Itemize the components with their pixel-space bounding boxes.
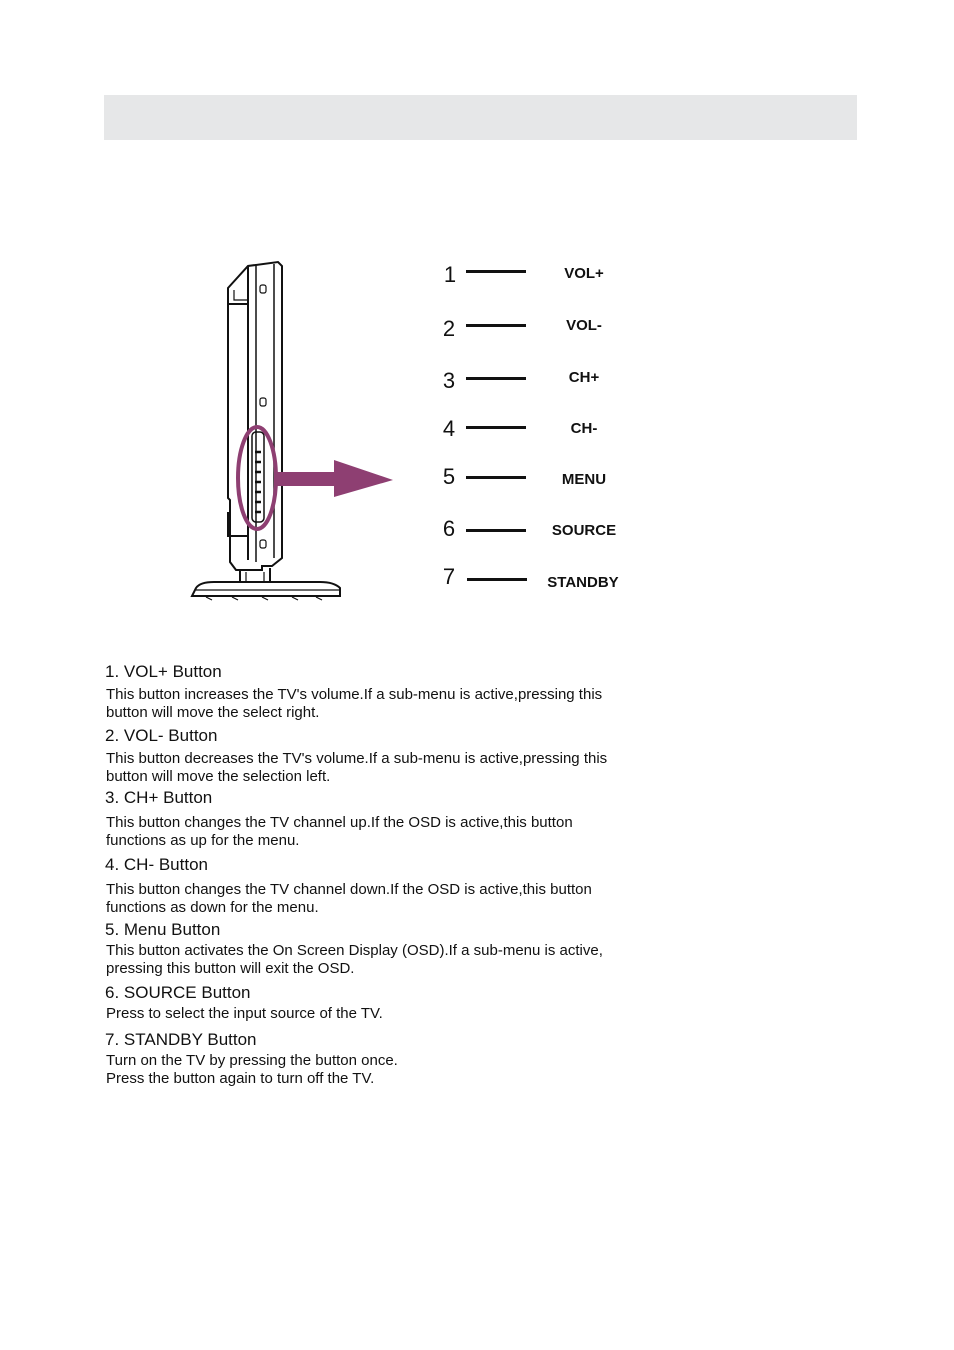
description-body: This button changes the TV channel down.If the OSD is active,this button functions as down for the menu. (106, 881, 592, 916)
callout-label: CH+ (568, 369, 600, 386)
callout-label: SOURCE (551, 522, 617, 539)
callout-number: 5 (442, 464, 456, 489)
side-button-panel (252, 432, 264, 522)
description-body: Turn on the TV by pressing the button once. Press the button again to turn off the TV. (106, 1052, 398, 1087)
description-item (105, 983, 665, 1023)
callout-label: VOL+ (564, 265, 604, 282)
description-body: This button increases the TV's volume.If a sub-menu is active,pressing this button will move the select right. (106, 686, 603, 721)
callout-line (467, 578, 527, 581)
description-body: This button decreases the TV's volume.If a sub-menu is active,pressing this button will move the selection left. (106, 750, 608, 785)
callout-line (466, 324, 526, 327)
callout-number: 6 (442, 516, 456, 541)
description-heading: 5. Menu Button (105, 920, 221, 939)
description-heading: 7. STANDBY Button (105, 1030, 257, 1049)
callout-line (466, 476, 526, 479)
description-body: Press to select the input source of the TV. (106, 1005, 383, 1022)
callout-number: 1 (443, 262, 457, 287)
callout-line (466, 270, 526, 273)
callout-number: 4 (442, 416, 456, 441)
highlight-ellipse (238, 427, 276, 529)
description-body: This button changes the TV channel up.If the OSD is active,this button functions as up for the menu. (106, 814, 573, 849)
description-body: This button activates the On Screen Display (OSD).If a sub-menu is active, pressing this button will exit the OSD. (106, 942, 603, 977)
tv-stand-base (192, 582, 340, 596)
callout-label: VOL- (566, 317, 602, 334)
callout-label: CH- (570, 420, 598, 437)
callout-label: MENU (561, 471, 607, 488)
callout-number: 2 (442, 316, 456, 341)
description-item (105, 920, 665, 978)
description-heading: 3. CH+ Button (105, 788, 213, 807)
callout-line (466, 529, 526, 532)
description-heading: 1. VOL+ Button (105, 662, 222, 681)
description-heading: 6. SOURCE Button (105, 983, 251, 1002)
description-item (105, 726, 665, 786)
description-item (105, 788, 665, 850)
description-item (105, 855, 665, 917)
callout-label: STANDBY (547, 574, 619, 591)
callout-line (466, 377, 526, 380)
description-heading: 4. CH- Button (105, 855, 208, 874)
callout-number: 7 (442, 564, 456, 589)
description-item (105, 662, 665, 722)
callout-line (466, 426, 526, 429)
description-heading: 2. VOL- Button (105, 726, 218, 745)
description-item (105, 1030, 665, 1088)
callout-number: 3 (442, 368, 456, 393)
highlight-arrow-icon (276, 460, 393, 497)
